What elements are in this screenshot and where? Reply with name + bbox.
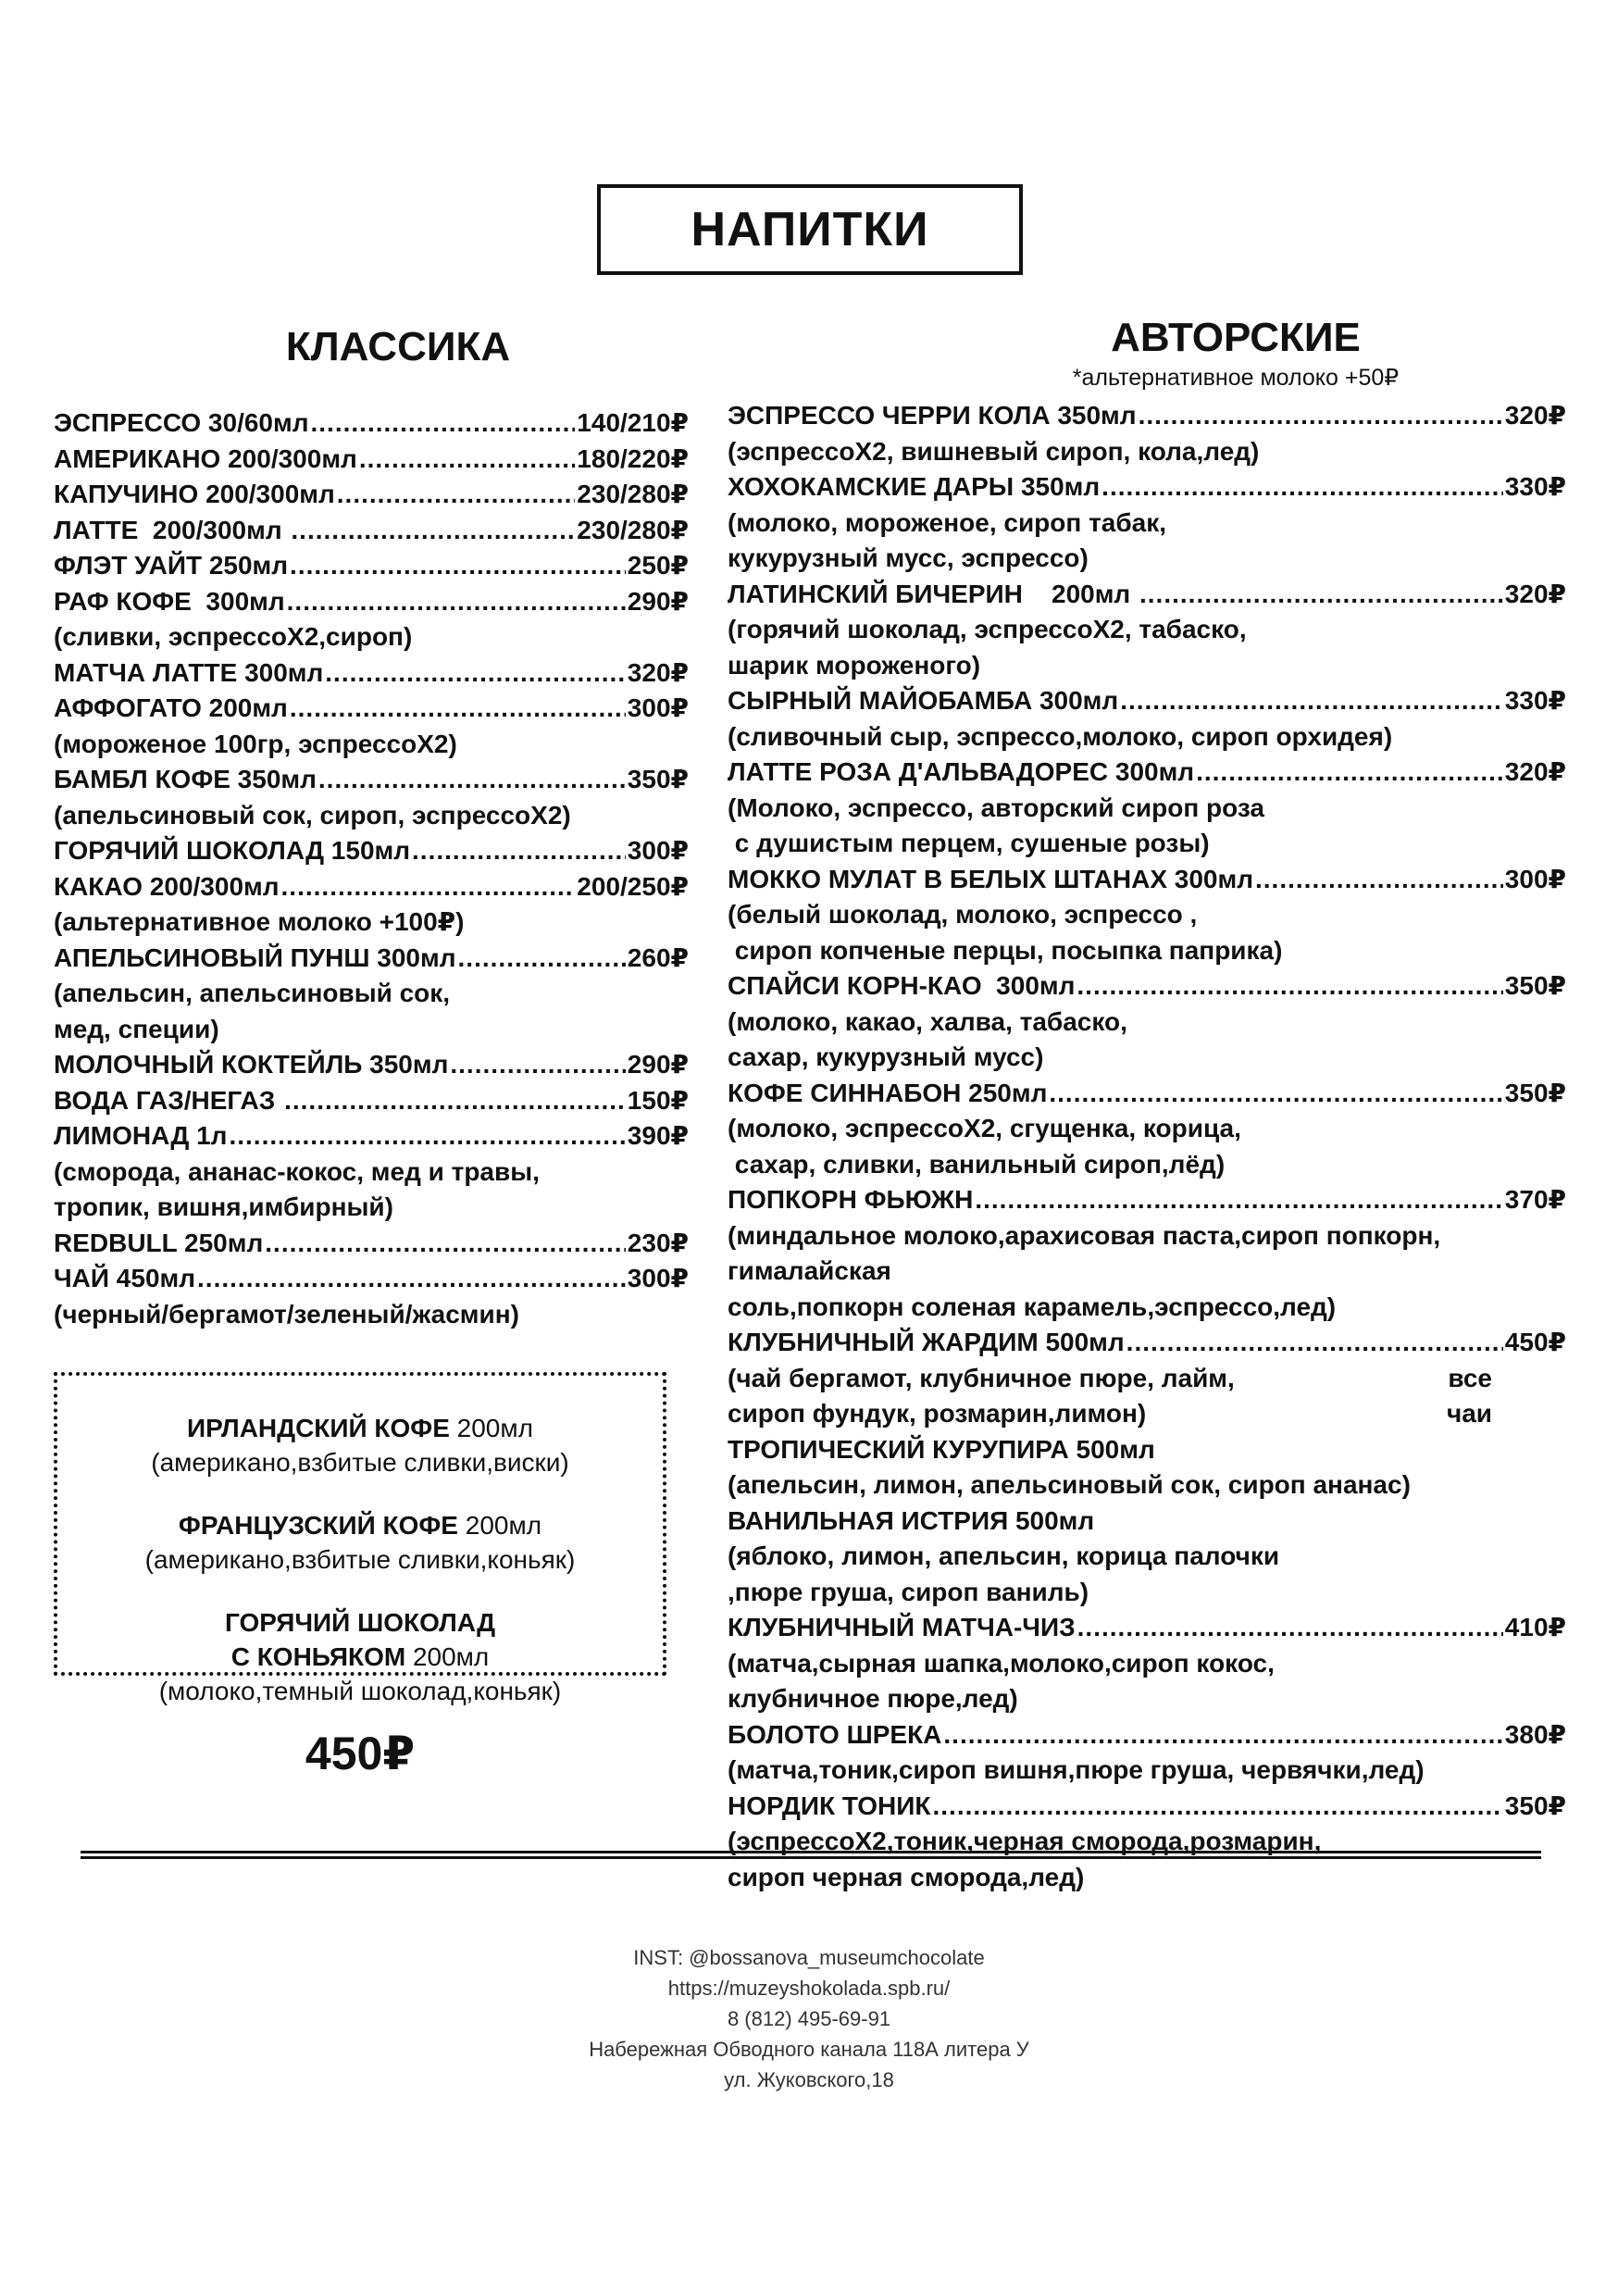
leader-dots [281, 869, 576, 905]
menu-item [728, 755, 1566, 791]
author-note: *альтернативное молоко +50₽ [1072, 365, 1400, 391]
item-name: СЫРНЫЙ МАЙОБАМБА 300мл [728, 686, 1119, 715]
leader-dots [284, 1083, 626, 1119]
leader-dots [290, 548, 626, 584]
menu-item [54, 691, 689, 727]
item-name: БАМБЛ КОФЕ 350мл [54, 765, 317, 793]
item-price: 330₽ [1504, 686, 1566, 715]
promo-title-line [57, 1640, 663, 1674]
menu-item [54, 584, 689, 620]
item-name: СПАЙСИ КОРН-КАО 300мл [728, 971, 1076, 1000]
item-name: ЛАТИНСКИЙ БИЧЕРИН 200мл [728, 579, 1138, 608]
leader-dots [1101, 469, 1503, 505]
menu-item [54, 548, 689, 584]
item-name: ЛАТТЕ 200/300мл [54, 515, 290, 544]
item-description: кукурузный мусс, эспрессо) [728, 543, 1089, 572]
leader-dots [1049, 1076, 1502, 1112]
promo-item [57, 1508, 663, 1577]
item-description: сироп фундук, розмарин,лимон) [728, 1399, 1147, 1428]
menu-item [728, 1504, 1566, 1540]
item-description: с душистым перцем, сушеные розы) [728, 829, 1210, 857]
promo-title: С КОНЬЯКОМ [230, 1642, 406, 1671]
item-name: КЛУБНИЧНЫЙ ЖАРДИМ 500мл [728, 1328, 1125, 1356]
footer-line: INST: @bossanova_museumchocolate [633, 1946, 985, 1969]
leader-dots [932, 1789, 1502, 1825]
item-description: сироп черная смородa,лед) [728, 1862, 1085, 1891]
menu-item [728, 1717, 1566, 1753]
item-description: (миндальное молоко,арахисовая паста,сироп попкорн, [728, 1220, 1441, 1250]
menu-item [728, 683, 1566, 719]
menu-item [54, 833, 689, 869]
leader-dots [458, 941, 626, 977]
menu-item [728, 1789, 1566, 1825]
item-description: (эспрессоX2, вишневый сироп, кола,лед) [728, 436, 1260, 466]
leader-dots [1077, 1610, 1503, 1646]
promo-description: (американо,взбитые сливки,коньяк) [144, 1545, 576, 1574]
promo-item [57, 1605, 663, 1708]
menu-item [728, 968, 1566, 1004]
promo-volume: 200мл [457, 1511, 542, 1540]
item-description: (эспрессоX2,тоник,черная смородa,розмарин, [728, 1827, 1322, 1855]
item-price: 300₽ [627, 836, 689, 865]
menu-item [54, 1047, 689, 1083]
leader-dots [291, 513, 575, 549]
item-price: 250₽ [627, 551, 689, 580]
item-name: REDBULL 250мл [54, 1228, 264, 1257]
item-description: (матча,сырная шапка,молоко,сироп кокос, [728, 1648, 1275, 1678]
footer [0, 1942, 1618, 2095]
menu-item [728, 1182, 1566, 1218]
item-price: 350₽ [1504, 1791, 1566, 1820]
leader-dots [311, 406, 576, 442]
item-name: ФЛЭТ УАЙТ 250мл [54, 551, 289, 580]
item-description: (молоко, эспрессоX2, сгущенка, корица, [728, 1114, 1241, 1142]
author-menu-list [728, 398, 1566, 1895]
item-description: (сливочный сыр, эспрессо,молоко, сироп орхидея) [728, 721, 1393, 751]
item-name: ЛАТТЕ РОЗА Д'АЛЬВАДОРЕС 300мл [728, 757, 1195, 786]
menu-item [54, 762, 689, 798]
leader-dots [229, 1118, 625, 1154]
item-name: БОЛОТО ШРЕКА [728, 1719, 942, 1749]
item-price: 200/250₽ [577, 871, 689, 901]
item-description: (черный/бергамот/зеленый/жасмин) [54, 1299, 519, 1329]
item-description: (апельсин, апельсиновый сок, [54, 979, 451, 1007]
leader-dots [290, 691, 626, 727]
menu-item [728, 862, 1566, 898]
menu-item [54, 941, 689, 977]
menu-item [728, 1432, 1566, 1468]
item-price: 230/280₽ [577, 515, 689, 544]
leader-dots [1196, 755, 1503, 791]
item-description: сахар, кукурузный мусс) [728, 1042, 1044, 1071]
menu-item [54, 869, 689, 905]
item-description-row [728, 1361, 1566, 1397]
leader-dots [287, 584, 626, 620]
promo-box [54, 1372, 666, 1779]
menu-item [728, 577, 1566, 613]
menu-item [728, 469, 1566, 505]
item-price: 390₽ [627, 1121, 689, 1150]
promo-price: 450₽ [305, 1728, 416, 1779]
item-name: ГОРЯЧИЙ ШОКОЛАД 150мл [54, 836, 411, 865]
page-title: НАПИТКИ [597, 184, 1023, 275]
item-price: 380₽ [1504, 1719, 1566, 1749]
item-name: ВАНИЛЬНАЯ ИСТРИЯ 500мл [728, 1505, 1095, 1535]
side-note: чаи [1446, 1399, 1492, 1428]
item-description: (белый шоколад, молоко, эспрессо , [728, 900, 1198, 929]
leader-dots [197, 1261, 626, 1297]
item-price: 230₽ [627, 1228, 689, 1257]
item-description: (апельсин, лимон, апельсиновый сок, сироп ананас) [728, 1470, 1411, 1499]
item-name: ТРОПИЧЕСКИЙ КУРУПИРА 500мл [728, 1434, 1155, 1464]
author-heading: АВТОРСКИЕ [1111, 315, 1361, 360]
leader-dots [1126, 1325, 1503, 1361]
promo-item [57, 1411, 663, 1479]
menu-item [54, 477, 689, 513]
item-name: МАТЧА ЛАТТЕ 300мл [54, 657, 324, 687]
footer-line: ул. Жуковского,18 [724, 2068, 894, 2091]
menu-item [54, 1118, 689, 1154]
menu-item [728, 398, 1566, 434]
item-name: КЛУБНИЧНЫЙ МАТЧА-ЧИЗ [728, 1613, 1076, 1641]
item-price: 300₽ [1504, 864, 1566, 893]
leader-dots [450, 1047, 625, 1083]
promo-title-line [57, 1411, 663, 1445]
item-name: МОККО МУЛАТ В БЕЛЫХ ШТАНАХ 300мл [728, 864, 1253, 893]
item-name: ХОХОКАМСКИЕ ДАРЫ 350мл [728, 472, 1101, 501]
item-description: (апельсиновый сок, сироп, эспрессоX2) [54, 800, 571, 830]
item-name: КОФЕ СИННАБОН 250мл [728, 1078, 1048, 1107]
item-description: тропик, вишня,имбирный) [54, 1192, 393, 1221]
item-description-row [728, 1396, 1566, 1432]
menu-item [728, 1610, 1566, 1646]
promo-title: ФРАНЦУЗСКИЙ КОФЕ [178, 1511, 458, 1540]
leader-dots [1255, 862, 1503, 898]
item-price: 290₽ [627, 1050, 689, 1079]
leader-dots [943, 1717, 1502, 1753]
promo-volume: 200мл [449, 1414, 533, 1442]
item-price: 180/220₽ [577, 443, 689, 473]
item-description: соль,попкорн соленая карамель,эспрессо,лед) [728, 1292, 1337, 1321]
item-price: 350₽ [627, 765, 689, 793]
item-description: клубничное пюре,лед) [728, 1684, 1018, 1713]
item-price: 300₽ [627, 693, 689, 722]
item-description: (молоко, какао, халва, табаско, [728, 1006, 1127, 1036]
item-name: ЭСПРЕССО ЧЕРРИ КОЛА 350мл [728, 401, 1137, 430]
item-description: сахар, сливки, ванильный сироп,лёд) [728, 1149, 1226, 1179]
item-name: ЧАЙ 450мл [54, 1264, 196, 1292]
item-price: 410₽ [1504, 1613, 1566, 1641]
classic-heading: КЛАССИКА [285, 324, 511, 369]
item-description: (яблоко, лимон, апельсин, корица палочки [728, 1541, 1280, 1570]
item-price: 260₽ [627, 942, 689, 972]
item-price: 330₽ [1504, 472, 1566, 501]
leader-dots [318, 762, 626, 798]
item-price: 230/280₽ [577, 480, 689, 508]
leader-dots [1120, 683, 1503, 719]
item-name: ПОПКОРН ФЬЮЖН [728, 1185, 974, 1214]
item-price: 320₽ [1504, 401, 1566, 430]
promo-title: ИРЛАНДСКИЙ КОФЕ [187, 1414, 450, 1442]
leader-dots [412, 833, 626, 869]
side-note: все [1448, 1363, 1492, 1392]
promo-volume: 200мл [405, 1642, 490, 1671]
item-price: 320₽ [1504, 757, 1566, 786]
menu-item [728, 1325, 1566, 1361]
item-price: 350₽ [1504, 1078, 1566, 1107]
item-description: (горячий шоколад, эспрессоX2, табаско, [728, 615, 1247, 643]
item-name: ЛИМОНАД 1л [54, 1121, 228, 1150]
promo-description: (молоко,темный шоколад,коньяк) [158, 1677, 562, 1705]
item-name: АФФОГАТО 200мл [54, 693, 288, 722]
item-price: 140/210₽ [577, 408, 689, 437]
menu-item [54, 442, 689, 478]
leader-dots [265, 1226, 626, 1262]
item-description: (молоко, мороженое, сироп табак, [728, 507, 1167, 537]
leader-dots [1077, 968, 1502, 1004]
classic-menu-list [54, 406, 689, 1332]
item-name: КАКАО 200/300мл [54, 871, 280, 901]
promo-title-line [57, 1605, 663, 1640]
footer-line: 8 (812) 495-69-91 [727, 2007, 891, 2030]
item-name: ВОДА ГАЗ/НЕГАЗ [54, 1085, 283, 1115]
footer-line: Набережная Обводного канала 118А литера У [589, 2038, 1029, 2061]
menu-item [728, 1076, 1566, 1112]
item-description: (альтернативное молоко +100₽) [54, 907, 465, 936]
promo-title: ГОРЯЧИЙ ШОКОЛАД [224, 1608, 496, 1637]
item-name: КАПУЧИНО 200/300мл [54, 480, 335, 508]
menu-item [54, 655, 689, 692]
item-name: АМЕРИКАНО 200/300мл [54, 443, 357, 473]
leader-dots [325, 655, 626, 692]
item-name: АПЕЛЬСИНОВЫЙ ПУНШ 300мл [54, 942, 456, 972]
item-description: (матча,тоник,сироп вишня,пюре груша, червячки,лед) [728, 1755, 1425, 1784]
menu-item [54, 406, 689, 442]
item-price: 370₽ [1504, 1185, 1566, 1214]
item-price: 150₽ [627, 1085, 689, 1115]
item-price: 320₽ [627, 657, 689, 687]
item-price: 450₽ [1504, 1328, 1566, 1356]
footer-line: https://muzeyshokolada.spb.ru/ [667, 1977, 951, 2000]
item-description: (смородa, ананас-кокос, мед и травы, [54, 1156, 540, 1186]
menu-item [54, 1083, 689, 1119]
item-description: шарик мороженого) [728, 650, 981, 680]
leader-dots [1139, 577, 1503, 613]
leader-dots [337, 477, 576, 513]
menu-item [54, 1226, 689, 1262]
item-name: НОРДИК ТОНИК [728, 1791, 931, 1820]
item-name: РАФ КОФЕ 300мл [54, 586, 285, 616]
item-description: (Молоко, эспрессо, авторский сироп роза [728, 792, 1264, 822]
promo-title-line [57, 1508, 663, 1542]
leader-dots [975, 1182, 1502, 1218]
item-price: 300₽ [627, 1264, 689, 1292]
leader-dots [359, 442, 575, 478]
item-price: 350₽ [1504, 971, 1566, 1000]
item-name: ЭСПРЕССО 30/60мл [54, 408, 309, 437]
item-description: (мороженое 100гр, эспрессоX2) [54, 729, 457, 758]
item-description: мед, специи) [54, 1014, 219, 1043]
promo-description: (американо,взбитые сливки,виски) [151, 1448, 569, 1477]
item-description: (чай бергамот, клубничное пюре, лайм, [728, 1363, 1235, 1392]
menu-item [54, 1261, 689, 1297]
item-description: гималайская [728, 1256, 891, 1285]
item-description: сироп копченые перцы, посыпка паприка) [728, 935, 1283, 965]
menu-item [54, 513, 689, 549]
item-name: МОЛОЧНЫЙ КОКТЕЙЛЬ 350мл [54, 1050, 449, 1079]
item-price: 290₽ [627, 586, 689, 616]
item-description: ,пюре груша, сироп ваниль) [728, 1577, 1089, 1606]
divider [81, 1851, 1541, 1859]
leader-dots [1139, 398, 1503, 434]
item-description: (сливки, эспрессоX2,сироп) [54, 622, 413, 651]
item-price: 320₽ [1504, 579, 1566, 608]
